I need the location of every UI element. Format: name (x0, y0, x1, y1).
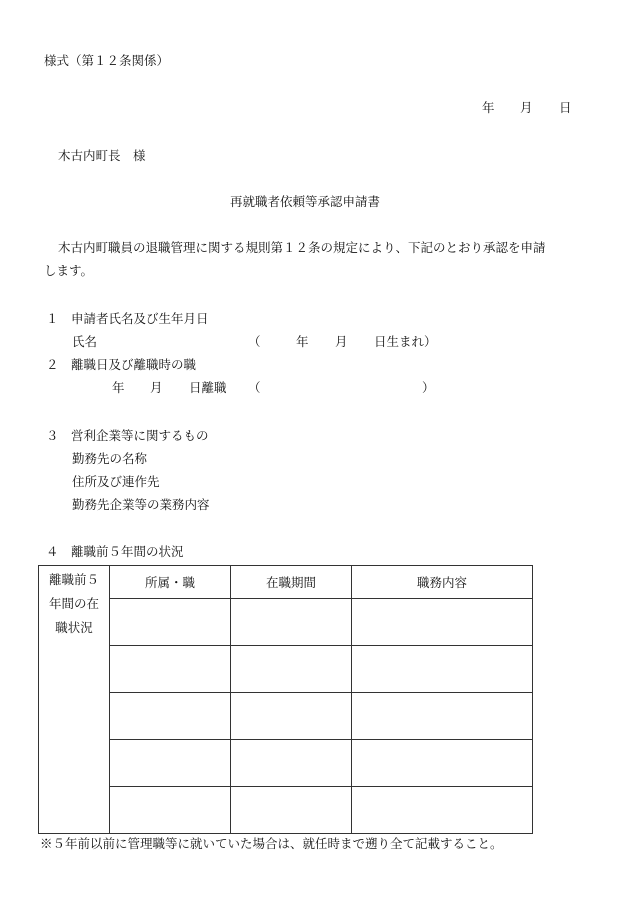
retire-month-label: 月 (150, 380, 163, 395)
table-row (39, 646, 533, 693)
position-paren-close: ） (422, 380, 435, 395)
retire-day-label: 日離職 (189, 380, 227, 395)
table-cell[interactable] (231, 599, 352, 646)
table-row (39, 599, 533, 646)
table-cell[interactable] (231, 787, 352, 834)
date-month-label: 月 (520, 100, 533, 115)
name-label: 氏名 (72, 334, 98, 349)
table-cell[interactable] (231, 740, 352, 787)
company-business-label: 勤務先企業等の業務内容 (72, 497, 210, 512)
employment-history-table (38, 565, 533, 834)
company-address-label: 住所及び連作先 (72, 474, 160, 489)
section2-heading: ２ 離職日及び離職時の職 (46, 357, 197, 372)
table-cell[interactable] (110, 599, 231, 646)
section1-heading: １ 申請者氏名及び生年月日 (46, 311, 209, 326)
intro-text-line1: 木古内町職員の退職管理に関する規則第１２条の規定により、下記のとおり承認を申請 (58, 240, 546, 255)
table-cell[interactable] (110, 787, 231, 834)
birth-day-label: 日生まれ） (374, 334, 437, 349)
document-title: 再就職者依頼等承認申請書 (230, 194, 381, 209)
table-cell[interactable] (110, 693, 231, 740)
footnote: ※５年前以前に管理職等に就いていた場合は、就任時まで遡り全て記載すること。 (40, 836, 503, 851)
birth-month-label: 月 (335, 334, 348, 349)
row-header-line3: 職状況 (55, 620, 93, 635)
retire-year-label: 年 (112, 380, 125, 395)
company-name-label: 勤務先の名称 (72, 451, 148, 466)
row-header-line1: 離職前５ (48, 572, 99, 587)
table-row (39, 787, 533, 834)
table-cell[interactable] (352, 693, 533, 740)
intro-text-line2: します。 (44, 263, 94, 278)
history-row-header (39, 566, 110, 834)
date-day-label: 日 (559, 100, 572, 115)
section4-heading: ４ 離職前５年間の状況 (46, 544, 184, 559)
column-header-duties: 職務内容 (352, 566, 533, 599)
table-cell[interactable] (352, 787, 533, 834)
form-label: 様式（第１２条関係） (44, 53, 170, 68)
column-header-period: 在職期間 (231, 566, 352, 599)
date-year-label: 年 (482, 100, 495, 115)
section3-heading: ３ 営利企業等に関するもの (46, 428, 209, 443)
table-cell[interactable] (110, 740, 231, 787)
table-row (39, 740, 533, 787)
birth-year-label: 年 (296, 334, 309, 349)
addressee: 木古内町長 様 (58, 148, 146, 163)
table-row (39, 693, 533, 740)
birth-paren-open: （ (248, 334, 261, 349)
position-paren-open: （ (248, 380, 261, 395)
table-cell[interactable] (352, 599, 533, 646)
table-cell[interactable] (352, 740, 533, 787)
table-cell[interactable] (231, 693, 352, 740)
row-header-line2: 年間の在 (48, 596, 99, 611)
column-header-department: 所属・職 (110, 566, 231, 599)
table-cell[interactable] (231, 646, 352, 693)
table-cell[interactable] (352, 646, 533, 693)
table-cell[interactable] (110, 646, 231, 693)
